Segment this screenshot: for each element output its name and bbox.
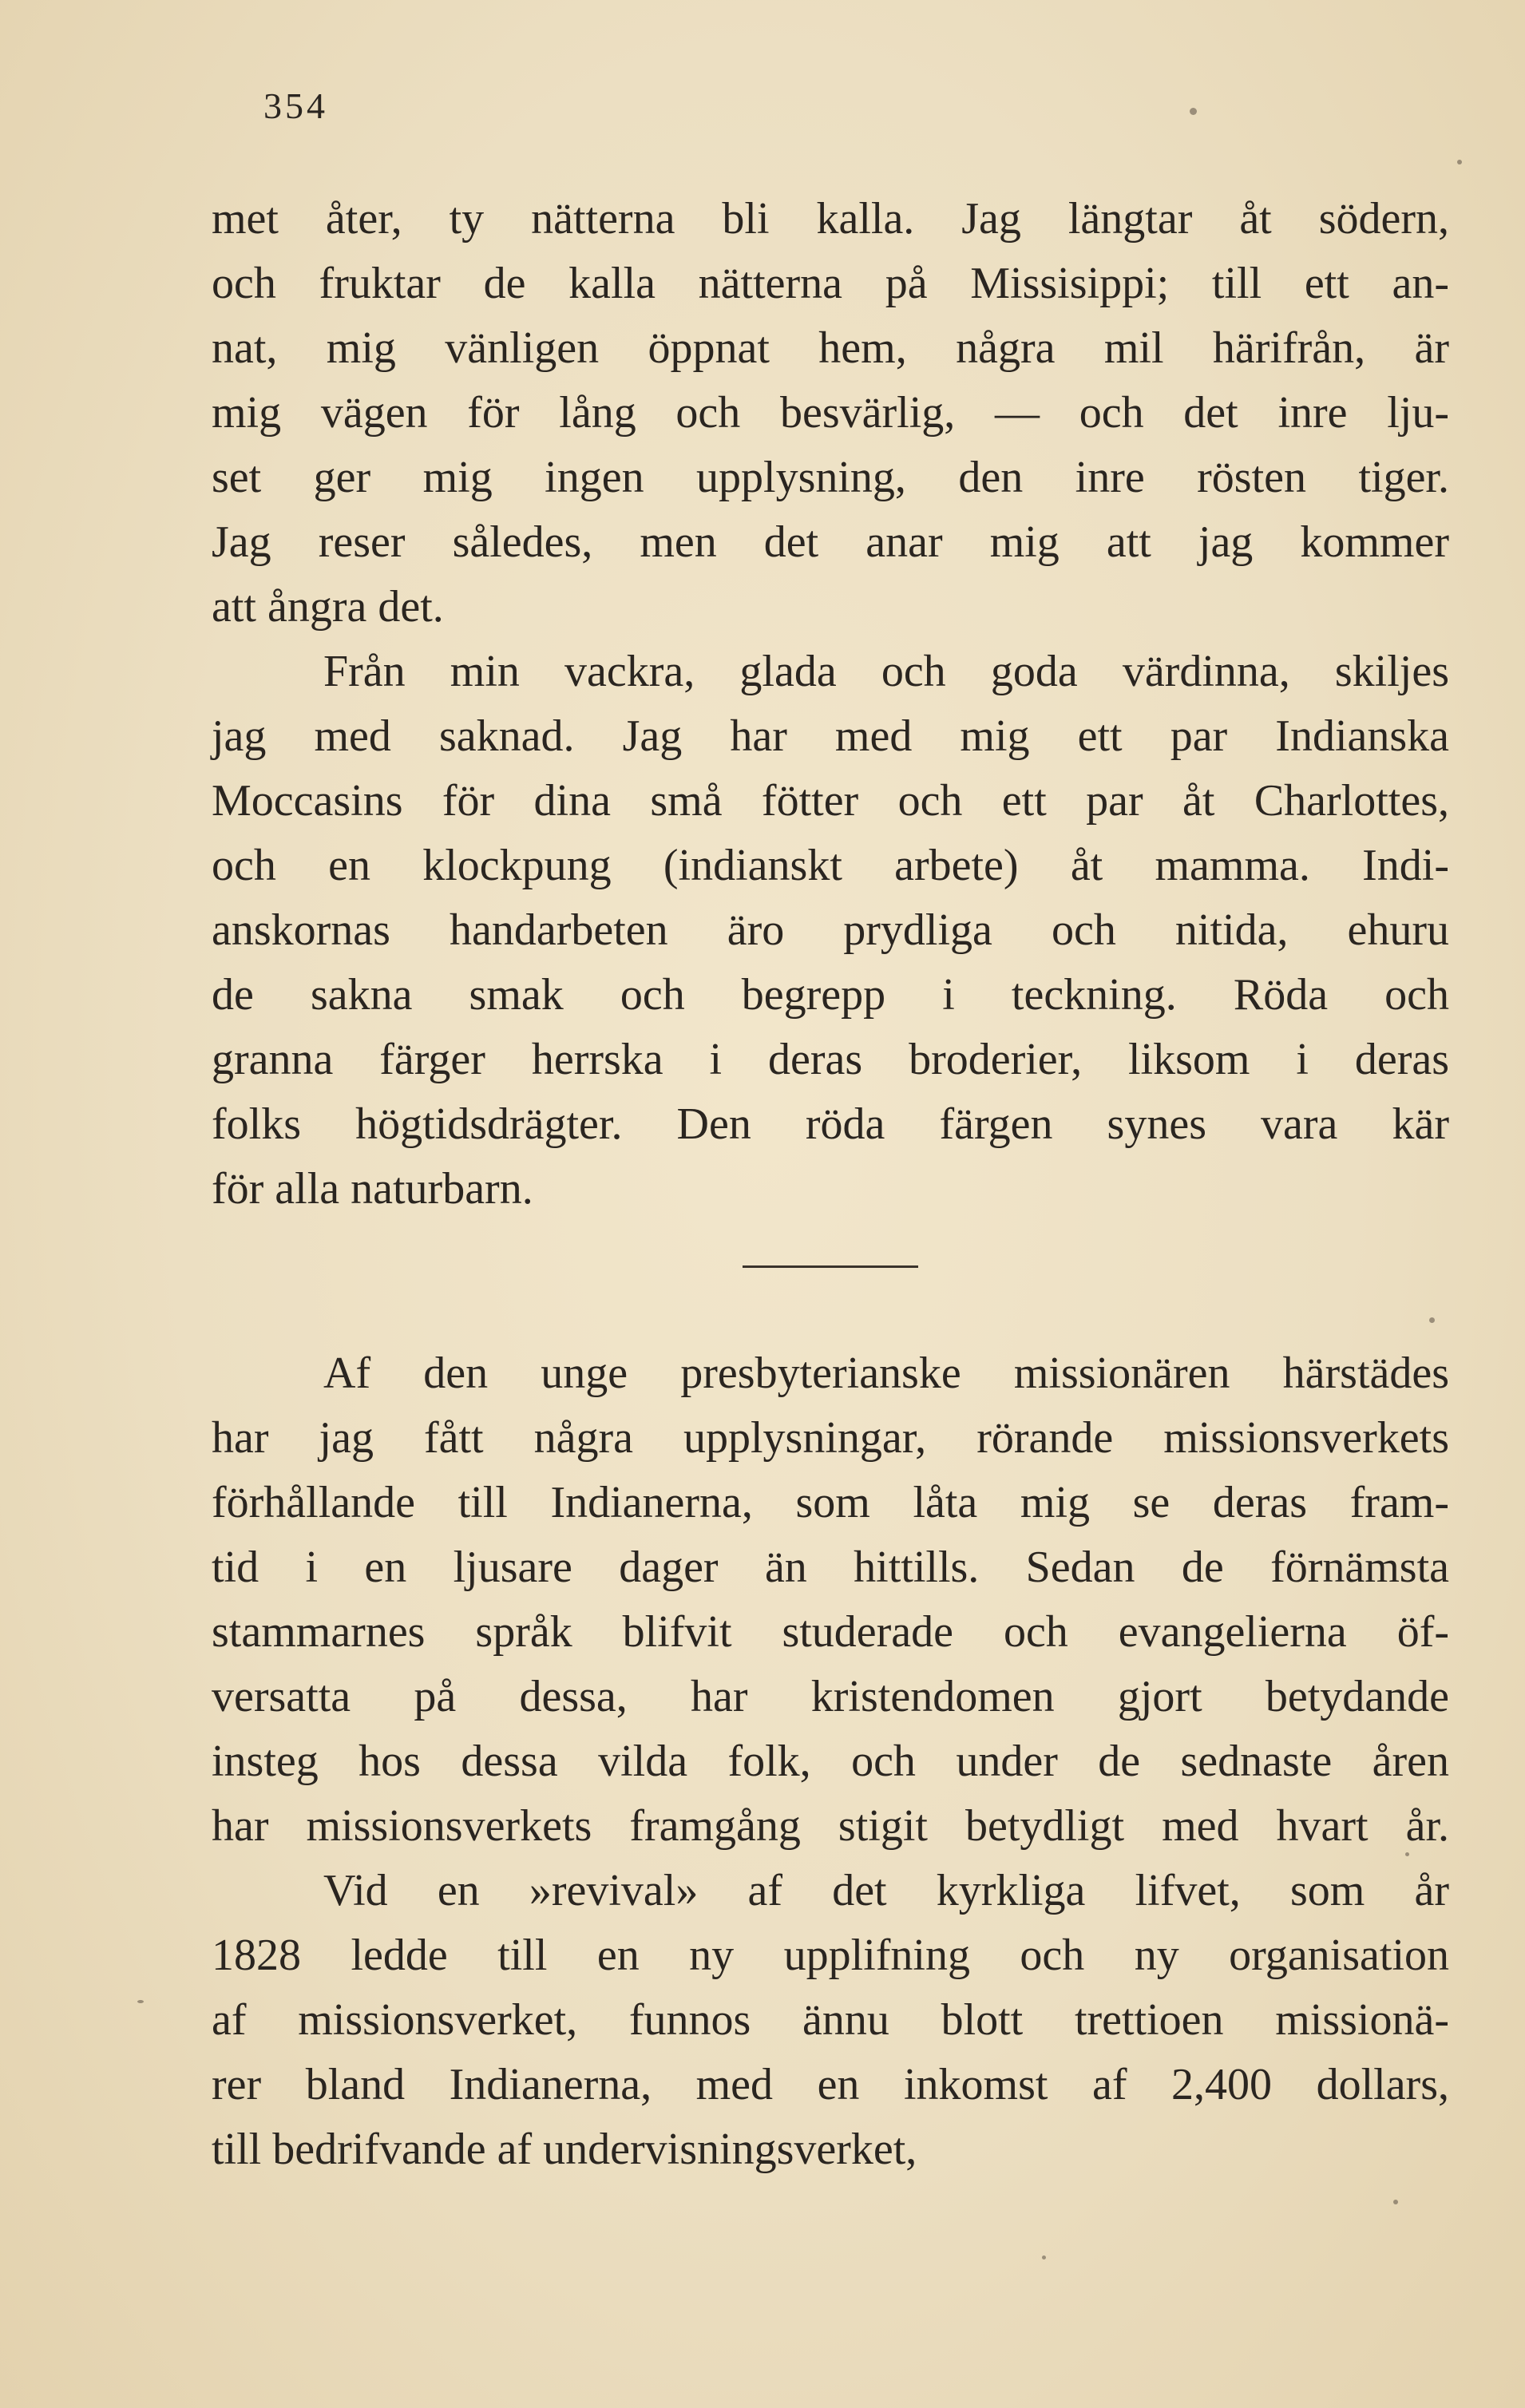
- paragraph-2: [212, 640, 1449, 1222]
- paragraph-3: [212, 1341, 1449, 1859]
- paper-speck: [1393, 2200, 1398, 2204]
- text-line: granna färger herrska i deras broderier, liksom i deras: [212, 1035, 1449, 1084]
- paragraph-1: [212, 187, 1449, 640]
- text-line: Jag reser således, men det anar mig att jag kommer: [212, 517, 1449, 567]
- text-line: Af den unge presbyterianske missionären härstädes: [323, 1349, 1449, 1398]
- text-line: och fruktar de kalla nätterna på Missisippi; till ett an-: [212, 259, 1449, 308]
- text-line: set ger mig ingen upplysning, den inre rösten tiger.: [212, 453, 1449, 502]
- text-block-upper: [212, 187, 1449, 1222]
- text-line: 1828 ledde till en ny upplifning och ny organisation: [212, 1931, 1449, 1980]
- text-line: de sakna smak och begrepp i teckning. Röda och: [212, 970, 1449, 1020]
- text-line: tid i en ljusare dager än hittills. Sedan de förnämsta: [212, 1543, 1449, 1592]
- text-line: met åter, ty nätterna bli kalla. Jag längtar åt södern,: [212, 194, 1449, 244]
- section-divider: [743, 1265, 918, 1268]
- text-line: af missionsverket, funnos ännu blott trettioen missionä-: [212, 1995, 1449, 2045]
- text-line: folks högtidsdrägter. Den röda färgen synes vara kär: [212, 1099, 1449, 1149]
- text-line: rer bland Indianerna, med en inkomst af 2,400 dollars,: [212, 2060, 1449, 2109]
- paper-speck: [1457, 160, 1462, 164]
- page-number: 354: [263, 85, 328, 126]
- text-line: att ångra det.: [212, 582, 444, 632]
- paper-speck: [1042, 2256, 1046, 2259]
- paper-speck: [1190, 108, 1197, 115]
- text-line: Vid en »revival» af det kyrkliga lifvet, som år: [323, 1866, 1449, 1915]
- paper-speck: [1429, 1317, 1435, 1323]
- text-line: har missionsverkets framgång stigit betydligt med hvart år.: [212, 1801, 1449, 1851]
- text-line: stammarnes språk blifvit studerade och evangelierna öf-: [212, 1607, 1449, 1657]
- text-line: har jag fått några upplysningar, rörande missionsverkets: [212, 1413, 1449, 1463]
- paragraph-4: [212, 1859, 1449, 2182]
- text-line: Från min vackra, glada och goda värdinna, skiljes: [323, 647, 1449, 696]
- paper-speck: [137, 2000, 144, 2003]
- text-block-lower: [212, 1341, 1449, 2182]
- text-line: anskornas handarbeten äro prydliga och nitida, ehuru: [212, 905, 1449, 955]
- text-line: mig vägen för lång och besvärlig, — och det inre lju-: [212, 388, 1449, 438]
- text-line: förhållande till Indianerna, som låta mig se deras fram-: [212, 1478, 1449, 1527]
- text-line: för alla naturbarn.: [212, 1164, 533, 1214]
- text-line: jag med saknad. Jag har med mig ett par Indianska: [212, 711, 1449, 761]
- text-line: versatta på dessa, har kristendomen gjort betydande: [212, 1672, 1449, 1721]
- text-line: och en klockpung (indianskt arbete) åt mamma. Indi-: [212, 841, 1449, 890]
- text-line: nat, mig vänligen öppnat hem, några mil härifrån, är: [212, 323, 1449, 373]
- text-line: insteg hos dessa vilda folk, och under de sednaste åren: [212, 1737, 1449, 1786]
- text-line: Moccasins för dina små fötter och ett par åt Charlottes,: [212, 776, 1449, 826]
- paper-speck: [1405, 1852, 1409, 1856]
- text-line: till bedrifvande af undervisningsverket,: [212, 2125, 917, 2174]
